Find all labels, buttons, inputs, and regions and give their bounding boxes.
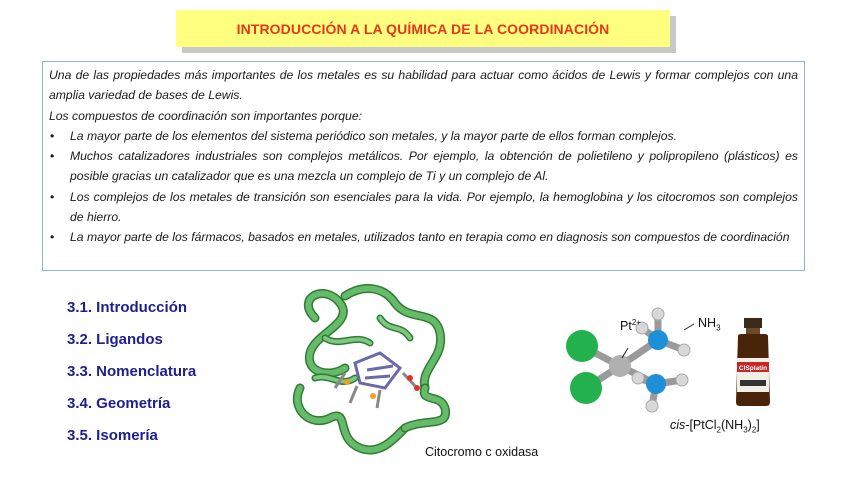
list-item-text: La mayor parte de los fármacos, basados en metales, utilizados tanto en terapia como en diagnosis son compuestos de coordinación (70, 230, 790, 245)
menu-item-nomenclatura[interactable]: 3.3. Nomenclatura (67, 363, 197, 380)
vial-label: CISplatin (738, 365, 768, 372)
section-menu (67, 298, 196, 458)
menu-item-introduccion[interactable]: 3.1. Introducción (67, 299, 188, 316)
formula-part: ) (747, 418, 752, 432)
menu-item-isomeria[interactable]: 3.5. Isomería (67, 427, 158, 444)
nh3-label (698, 316, 721, 333)
intro-paragraph-2: Los compuestos de coordinación son importantes porque: (49, 108, 363, 123)
list-item-text: Muchos catalizadores industriales son complejos metálicos. Por ejemplo, la obtención de polietileno y polipropileno (plásticos) es posible gracias un catalizador que es una mezcla un complejo de Ti y un complejo de Al. (70, 149, 798, 184)
reasons-list (49, 126, 798, 248)
nh3-symbol: NH (698, 316, 717, 330)
menu-item-ligandos[interactable]: 3.2. Ligandos (67, 331, 163, 348)
formula-subscript: 2 (751, 425, 757, 435)
pt-label (620, 318, 641, 333)
pt-charge: 2+ (631, 318, 641, 327)
bullet-icon: • (50, 149, 55, 164)
cytochrome-protein-image (285, 278, 460, 468)
list-item (49, 187, 798, 228)
bullet-icon: • (50, 189, 55, 204)
intro-textbox (42, 61, 805, 271)
formula-subscript: 3 (743, 425, 748, 435)
formula-part: ] (756, 418, 760, 432)
formula-part: -[PtCl (685, 418, 717, 432)
formula-part: (NH (720, 418, 744, 432)
cisplatin-formula (670, 418, 760, 435)
list-item (49, 126, 798, 146)
bullet-icon: • (50, 128, 55, 143)
intro-paragraph-1: Una de las propiedades más importantes de los metales es su habilidad para actuar como ácidos de Lewis y formar complejos con una amplia variedad de bases de Lewis. (49, 68, 798, 103)
menu-item-geometria[interactable]: 3.4. Geometría (67, 395, 171, 412)
formula-prefix: cis (670, 418, 686, 432)
protein-caption: Citocromo c oxidasa (425, 445, 539, 459)
title-banner (176, 10, 670, 47)
formula-subscript: 2 (716, 425, 721, 435)
list-item (49, 227, 798, 247)
bullet-icon: • (50, 230, 55, 245)
list-item-text: Los complejos de los metales de transición son esenciales para la vida. Por ejemplo, la hemoglobina y los citocromos son complejos de hierro. (70, 189, 798, 225)
nh3-subscript: 3 (716, 323, 721, 333)
cisplatin-vial-image (728, 318, 778, 406)
list-item (49, 146, 798, 187)
pt-symbol: Pt (620, 319, 632, 334)
page-title: INTRODUCCIÓN A LA QUÍMICA DE LA COORDINACIÓN (176, 10, 670, 47)
list-item-text: La mayor parte de los elementos del sistema periódico son metales, y la mayor parte de ellos forman complejos. (70, 128, 677, 143)
